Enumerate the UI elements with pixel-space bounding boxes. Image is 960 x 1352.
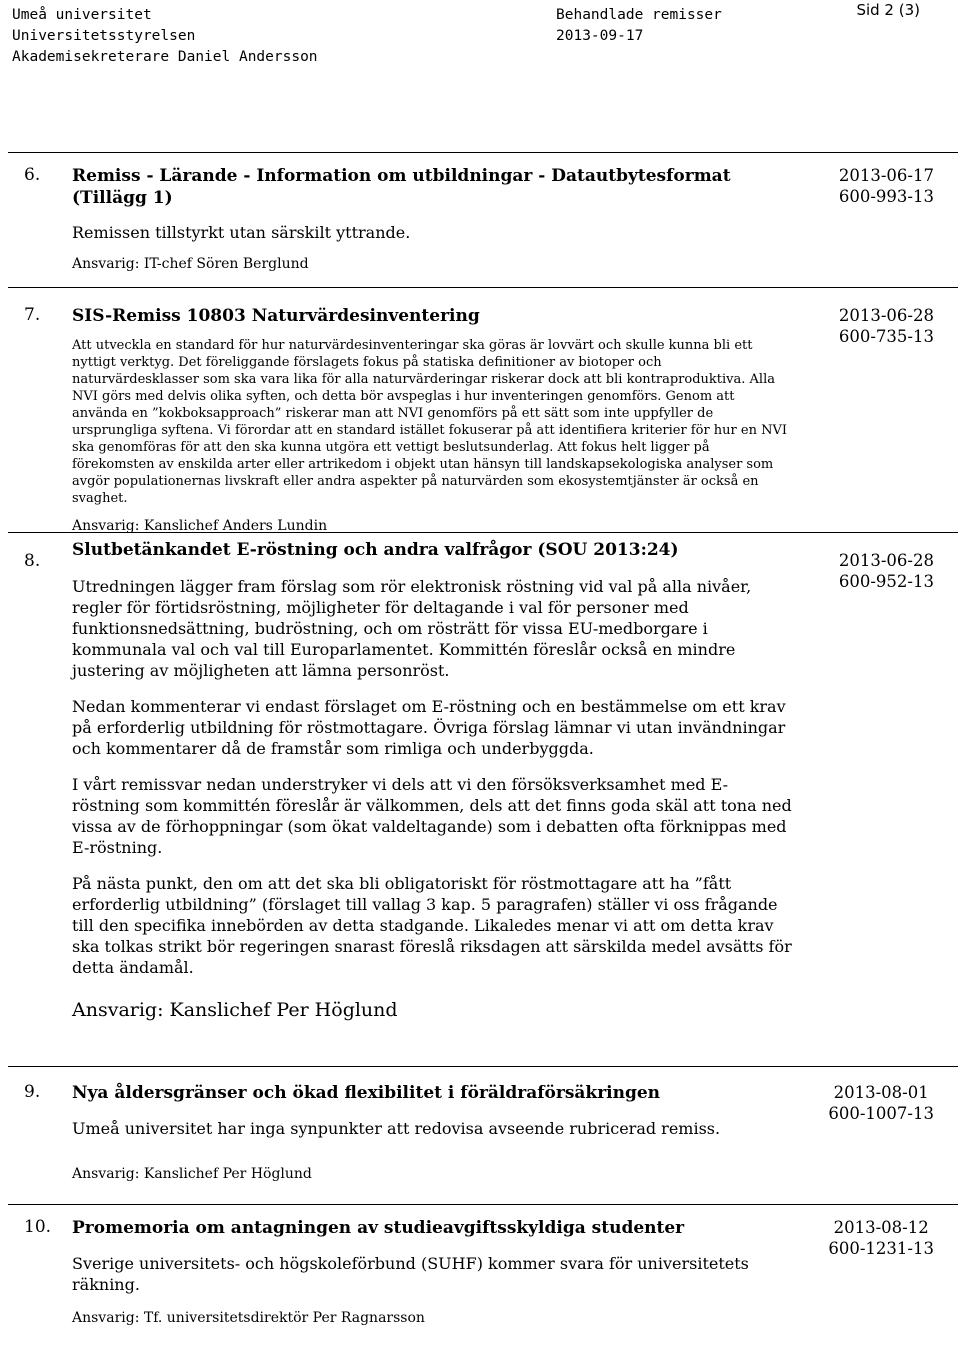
- item-number: 7.: [24, 305, 41, 325]
- item-responsible: Ansvarig: Kanslichef Per Höglund: [72, 999, 398, 1021]
- item-title: Slutbetänkandet E-röstning och andra valfrågor (SOU 2013:24): [72, 540, 679, 560]
- item-ref-number: 600-1007-13: [828, 1104, 934, 1123]
- item-title: Remiss - Lärande - Information om utbildningar - Datautbytesformat (Tillägg 1): [72, 166, 731, 208]
- item-paragraph: Remissen tillstyrkt utan särskilt yttrande.: [72, 223, 411, 242]
- item-ref-number: 600-952-13: [838, 572, 934, 591]
- item-number: 9.: [24, 1082, 41, 1102]
- item-reference: [839, 305, 934, 347]
- item-body: [72, 305, 792, 535]
- item-responsible: Ansvarig: IT-chef Sören Berglund: [72, 256, 309, 272]
- item-paragraph: Att utveckla en standard för hur naturvärdesinventeringar ska göras är lovvärt och skulle kunna bli ett nyttigt verktyg. Det föreliggande förslagets fokus på statiska definitioner av biotoper och naturvärdesklasser som ska vara lika för alla naturvärderingar riskerar dock att bli kontraproduktiva. Alla NVI görs med delvis olika syften, och detta bör avspeglas i hur inventeringen genomförs. Genom att använda en ”kokboksapproach” riskerar man att NVI genomförs på ett sätt som inte uppfyller de ursprungliga syftena. Vi förordar att en standard istället fokuserar på att identifiera kriterier för hur en NVI ska genomföras för att den ska kunna utgöra ett vettigt beslutsunderlag. Att fokus helt ligger på förekomsten av enskilda arter eller artrikedom i objekt utan hänsyn till landskapsekologiska analyser som avgör populationernas livskraft eller andra aspekter på naturvärden som ekosystemtjänster är också en svaghet.: [72, 338, 787, 506]
- item-body: [72, 1217, 792, 1327]
- item-title: Nya åldersgränser och ökad flexibilitet i föräldraförsäkringen: [72, 1083, 661, 1103]
- item-responsible: Ansvarig: Kanslichef Per Höglund: [72, 1166, 312, 1182]
- item-responsible: Ansvarig: Tf. universitetsdirektör Per Ragnarsson: [72, 1310, 425, 1326]
- item-number: 10.: [24, 1217, 52, 1237]
- item-reference: [839, 165, 934, 207]
- remiss-item-7: [8, 288, 958, 533]
- item-paragraph: I vårt remissvar nedan understryker vi dels att vi den försöksverksamhet med E-röstning som kommittén föreslår är välkommen, dels att det finns goda skäl att tona ned vissa av de förhoppningar (som ökat valdeltagande) som i debatten ofta förknippas med E-röstning.: [72, 775, 792, 857]
- letterhead-left: [12, 5, 318, 68]
- item-reference: [839, 550, 934, 592]
- remiss-item-8: [8, 533, 958, 1067]
- item-paragraph: Nedan kommenterar vi endast förslaget om E-röstning och en bestämmelse om ett krav på erforderlig utbildning för röstmottagare. Övriga förslag lämnar vi utan invändningar och kommentarer då de framstår som rimliga och underbyggda.: [72, 697, 786, 758]
- item-date: 2013-08-12: [833, 1218, 929, 1237]
- item-title: SIS-Remiss 10803 Naturvärdesinventering: [72, 306, 480, 326]
- letterhead-middle: [556, 5, 722, 47]
- item-paragraph: Sverige universitets- och högskoleförbund (SUHF) kommer svara för universitetets räkning.: [72, 1254, 749, 1294]
- organization-name: Umeå universitet: [12, 7, 152, 23]
- item-date: 2013-06-17: [838, 166, 934, 185]
- item-paragraph: Utredningen lägger fram förslag som rör elektronisk röstning vid val på alla nivåer, regler för förtidsröstning, möjligheter för deltagande i val för personer med funktionsnedsättning, budröstning, och om rösträtt för vissa EU-medborgare i kommunala val och val till Europarlamentet. Kommittén föreslår också en mindre justering av möjligheten att lämna personröst.: [72, 577, 752, 680]
- page-number: Sid 2 (3): [856, 1, 920, 19]
- remiss-item-9: [8, 1067, 958, 1205]
- item-title: Promemoria om antagningen av studieavgiftsskyldiga studenter: [72, 1218, 685, 1238]
- document-date: 2013-09-17: [556, 28, 644, 44]
- item-paragraph: Umeå universitet har inga synpunkter att redovisa avseende rubricerad remiss.: [72, 1119, 721, 1138]
- item-body: [72, 1082, 792, 1183]
- item-number: 6.: [24, 165, 41, 185]
- remiss-table: [8, 152, 958, 1352]
- item-paragraph: På nästa punkt, den om att det ska bli obligatoriskt för röstmottagare att ha ”fått erforderlig utbildning” (förslaget till vallag 3 kap. 5 paragrafen) ställer vi oss frågande till den specifika innebörden av detta stadgande. Likaledes menar vi att om detta krav ska tolkas strikt bör regeringen snarast föreslå riksdagen att särskilda medel avsätts för detta ändamål.: [72, 874, 792, 977]
- item-ref-number: 600-1231-13: [828, 1239, 934, 1258]
- item-ref-number: 600-735-13: [838, 327, 934, 346]
- item-ref-number: 600-993-13: [838, 187, 934, 206]
- item-reference: [828, 1082, 934, 1124]
- board-name: Universitetsstyrelsen: [12, 28, 196, 44]
- item-date: 2013-08-01: [833, 1083, 929, 1102]
- item-body: [72, 539, 792, 1022]
- item-date: 2013-06-28: [838, 306, 934, 325]
- remiss-item-10: [8, 1205, 958, 1352]
- document-type: Behandlade remisser: [556, 7, 722, 23]
- item-date: 2013-06-28: [838, 551, 934, 570]
- item-reference: [828, 1217, 934, 1259]
- item-responsible: Ansvarig: Kanslichef Anders Lundin: [72, 518, 328, 534]
- secretary-name: Akademisekreterare Daniel Andersson: [12, 49, 318, 65]
- item-number: 8.: [24, 551, 41, 571]
- remiss-item-6: [8, 153, 958, 288]
- item-body: [72, 165, 792, 273]
